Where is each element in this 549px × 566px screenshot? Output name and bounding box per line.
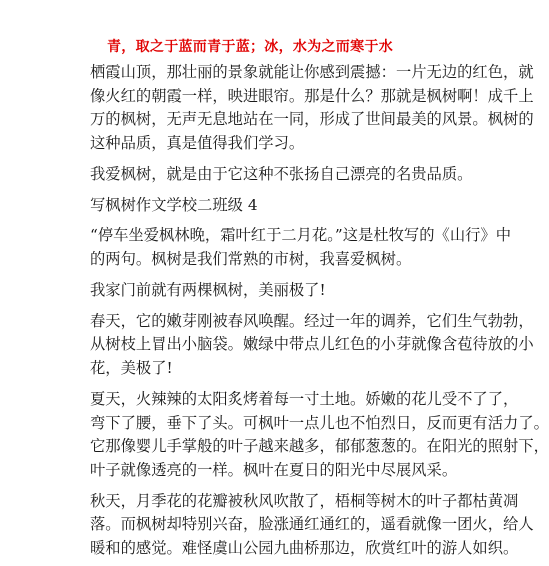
text-line: 叶子就像透亮的一样。枫叶在夏日的阳光中尽展风采。 [90,460,458,479]
text-line: 我爱枫树，就是由于它这种不张扬自己漂亮的名贵品质。 [90,164,473,183]
text-line: 像火红的朝霞一样，映进眼帘。那是什么？那就是枫树啊！成千上 [90,86,534,105]
text-line: 落。而枫树却特别兴奋，脸涨通红通红的，遥看就像一团火，给人 [90,515,534,534]
text-line: 我家门前就有两棵枫树，美丽极了! [90,280,326,299]
text-line: 秋天，月季花的花瓣被秋风吹散了，梧桐等树木的叶子都枯黄凋 [90,491,519,510]
text-line: 花，美极了! [90,359,173,378]
text-line: 栖霞山顶，那壮丽的景象就能让你感到震撼：一片无边的红色，就 [90,63,534,81]
text-line: 春天，它的嫩芽刚被春风唤醒。经过一年的调养，它们生气勃勃， [90,311,534,330]
text-line: 这种品质，真是值得我们学习。 [90,133,305,152]
text-line: 万的枫树，无声无息地站在一同，形成了世间最美的风景。枫树的 [90,110,534,129]
essay-title: 写枫树作文学校二班级 4 [90,195,258,214]
text-line: 它那像婴儿手掌般的叶子越来越多，郁郁葱葱的。在阳光的照射下， [90,437,549,456]
text-line: 弯下了腰，垂下了头。可枫叶一点儿也不怕烈日，反而更有活力了。 [90,413,549,432]
text-line: 从树枝上冒出小脑袋。嫩绿中带点儿红色的小芽就像含苞待放的小 [90,335,534,354]
text-line: “停车坐爱枫林晚，霜叶红于二月花。”这是杜牧写的《山行》中 [90,226,512,245]
header-quote: 青，取之于蓝而青于蓝；冰，水为之而寒于水 [107,39,393,55]
document-body [90,61,549,560]
text-line: 的两句。枫树是我们常熟的市树，我喜爱枫树。 [90,250,412,269]
text-line: 夏天，火辣辣的太阳炙烤着每一寸土地。娇嫩的花儿受不了了， [90,389,519,408]
text-line: 暖和的感觉。难怪虞山公园九曲桥那边，欣赏红叶的游人如织。 [90,538,519,557]
